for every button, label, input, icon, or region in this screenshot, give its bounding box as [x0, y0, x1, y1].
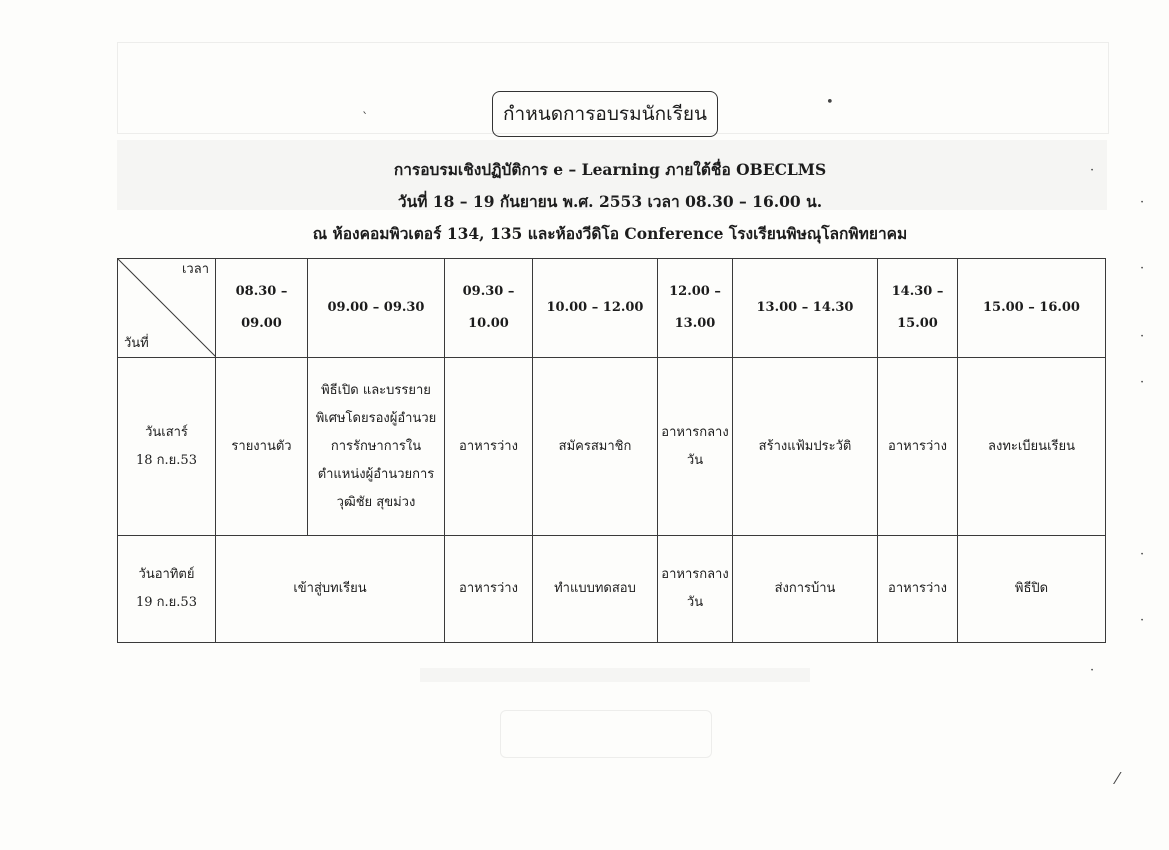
activity-cell: อาหารกลางวัน [658, 536, 733, 643]
activity-cell: ทำแบบทดสอบ [533, 536, 658, 643]
activity-cell: สมัครสมาชิก [533, 358, 658, 536]
time-header: 10.00 – 12.00 [533, 259, 658, 358]
bleed-through-line [420, 668, 810, 682]
scan-speck: · [1090, 663, 1095, 678]
scan-speck: · [1140, 195, 1145, 210]
day-name: วันอาทิตย์ [138, 567, 195, 582]
scan-speck: · [1140, 613, 1145, 628]
corner-cell [118, 259, 216, 358]
activity-cell: อาหารกลางวัน [658, 358, 733, 536]
table-row [118, 358, 1106, 536]
time-header: 14.30 – 15.00 [878, 259, 958, 358]
activity-cell: สร้างแฟ้มประวัติ [733, 358, 878, 536]
time-header: 08.30 – 09.00 [216, 259, 308, 358]
scan-speck: · [1140, 547, 1145, 562]
activity-cell: ส่งการบ้าน [733, 536, 878, 643]
scan-speck: ` [362, 111, 369, 126]
time-header: 15.00 – 16.00 [958, 259, 1106, 358]
scan-speck: ⁄ [1116, 769, 1119, 788]
activity-cell: เข้าสู่บทเรียน [216, 536, 445, 643]
activity-cell: อาหารว่าง [445, 358, 533, 536]
day-cell [118, 358, 216, 536]
bleed-through-box [500, 710, 712, 758]
heading-line-3: ณ ห้องคอมพิวเตอร์ 134, 135 และห้องวีดิโอ Conference โรงเรียนพิษณุโลกพิทยาคม [312, 224, 908, 243]
scan-speck: · [1090, 163, 1095, 178]
heading-line-1: การอบรมเชิงปฏิบัติการ e – Learning ภายใต้ชื่อ OBECLMS [393, 160, 827, 179]
time-header: 09.30 – 10.00 [445, 259, 533, 358]
activity-cell: รายงานตัว [216, 358, 308, 536]
day-name: วันเสาร์ [145, 424, 188, 440]
scan-speck: · [1140, 261, 1145, 276]
activity-cell: พิธีปิด [958, 536, 1106, 643]
scan-speck: • [826, 95, 834, 110]
scan-speck: · [1140, 329, 1145, 344]
schedule-table [117, 258, 1106, 643]
activity-cell: พิธีเปิด และบรรยายพิเศษโดยรองผู้อำนวยการรักษาการในตำแหน่งผู้อำนวยการ วุฒิชัย สุขม่วง [308, 358, 445, 536]
activity-cell: อาหารว่าง [878, 536, 958, 643]
activity-cell: อาหารว่าง [445, 536, 533, 643]
day-date: 19 ก.ย.53 [136, 595, 197, 610]
day-date: 18 ก.ย.53 [136, 452, 197, 468]
table-row [118, 536, 1106, 643]
time-label: เวลา [181, 262, 209, 277]
scan-speck: · [1140, 375, 1145, 390]
heading-line-2: วันที่ 18 – 19 กันยายน พ.ศ. 2553 เวลา 08.30 – 16.00 น. [397, 192, 823, 211]
day-label: วันที่ [124, 336, 149, 351]
header-row [118, 259, 1106, 358]
time-header: 13.00 – 14.30 [733, 259, 878, 358]
time-header: 12.00 – 13.00 [658, 259, 733, 358]
activity-cell: อาหารว่าง [878, 358, 958, 536]
activity-cell: ลงทะเบียนเรียน [958, 358, 1106, 536]
title-box [492, 91, 718, 137]
day-cell [118, 536, 216, 643]
time-header: 09.00 – 09.30 [308, 259, 445, 358]
page-title: กำหนดการอบรมนักเรียน [503, 103, 707, 125]
